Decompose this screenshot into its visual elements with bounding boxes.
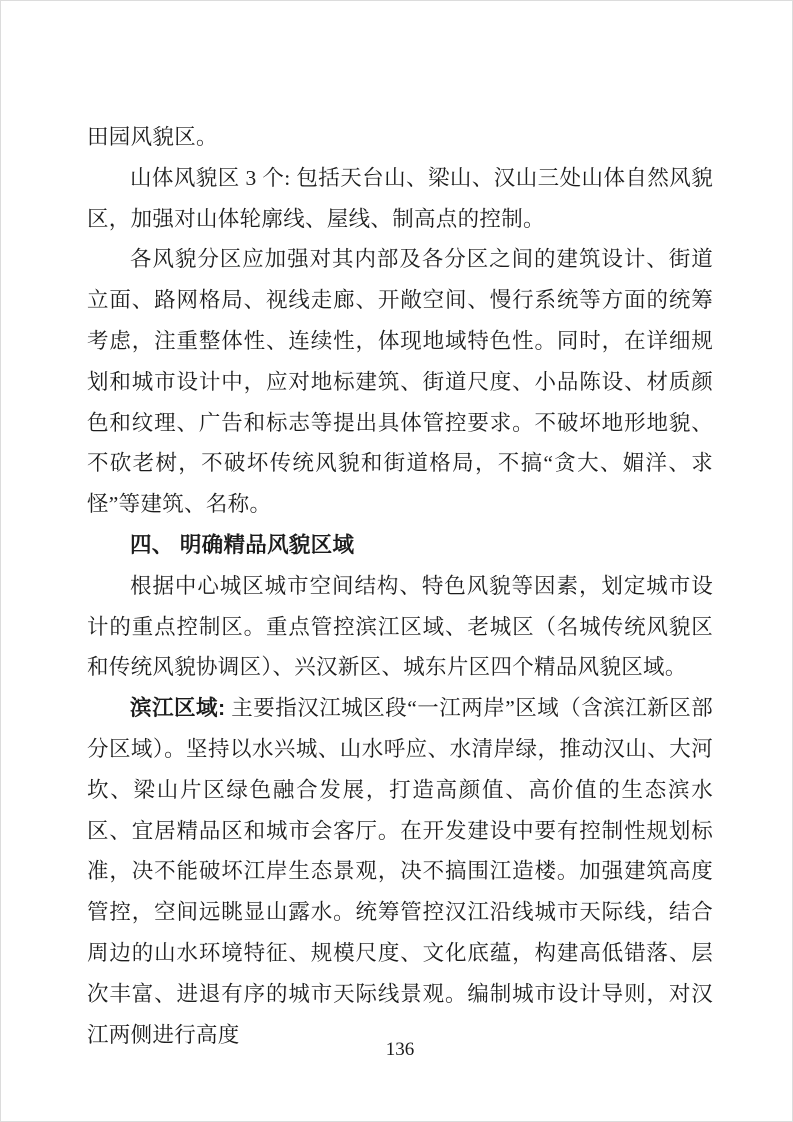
paragraph-continuation: 田园风貌区。 xyxy=(87,125,218,149)
paragraph-zone-coordination: 各风貌分区应加强对其内部及各分区之间的建筑设计、街道立面、路网格局、视线走廊、开敞空间、慢行系统等方面的统筹考虑，注重整体性、连续性，体现地域特色性。同时，在详细规划和城市设计中，应对地标建筑、街道尺度、小品陈设、材质颜色和纹理、广告和标志等提出具体管控要求。不破坏地形地貌、不砍老树，不破坏传统风貌和街道格局，不搞“贪大、媚洋、求怪”等建筑、名称。 xyxy=(87,247,713,517)
paragraph-lead-riverside: 滨江区域: xyxy=(130,696,226,721)
page-number: 136 xyxy=(385,1039,415,1060)
paragraph-key-control-areas: 根据中心城区城市空间结构、特色风貌等因素，划定城市设计的重点控制区。重点管控滨江区域、老城区（名城传统风貌区和传统风貌协调区）、兴汉新区、城东片区四个精品风貌区域。 xyxy=(87,573,713,680)
paragraph-riverside-area xyxy=(87,688,713,1055)
paragraph-mountain-zones: 山体风貌区 3 个: 包括天台山、梁山、汉山三处山体自然风貌区，加强对山体轮廓线、屋线、制高点的控制。 xyxy=(87,165,713,231)
paragraph-riverside-text: 主要指汉江城区段“一江两岸”区域（含滨江新区部分区域）。坚持以水兴城、山水呼应、水清岸绿，推动汉山、大河坎、梁山片区绿色融合发展，打造高颜值、高价值的生态滨水区、宜居精品区和城市会客厅。在开发建设中要有控制性规划标准，决不能破坏江岸生态景观，决不搞围江造楼。加强建筑高度管控，空间远眺显山露水。统筹管控汉江沿线城市天际线，结合周边的山水环境特征、规模尺度、文化底蕴，构建高低错落、层次丰富、进退有序的城市天际线景观。编制城市设计导则，对汉江两侧进行高度 xyxy=(87,696,713,1047)
section-heading: 四、 明确精品风貌区域 xyxy=(130,532,355,557)
document-content xyxy=(87,117,713,1055)
